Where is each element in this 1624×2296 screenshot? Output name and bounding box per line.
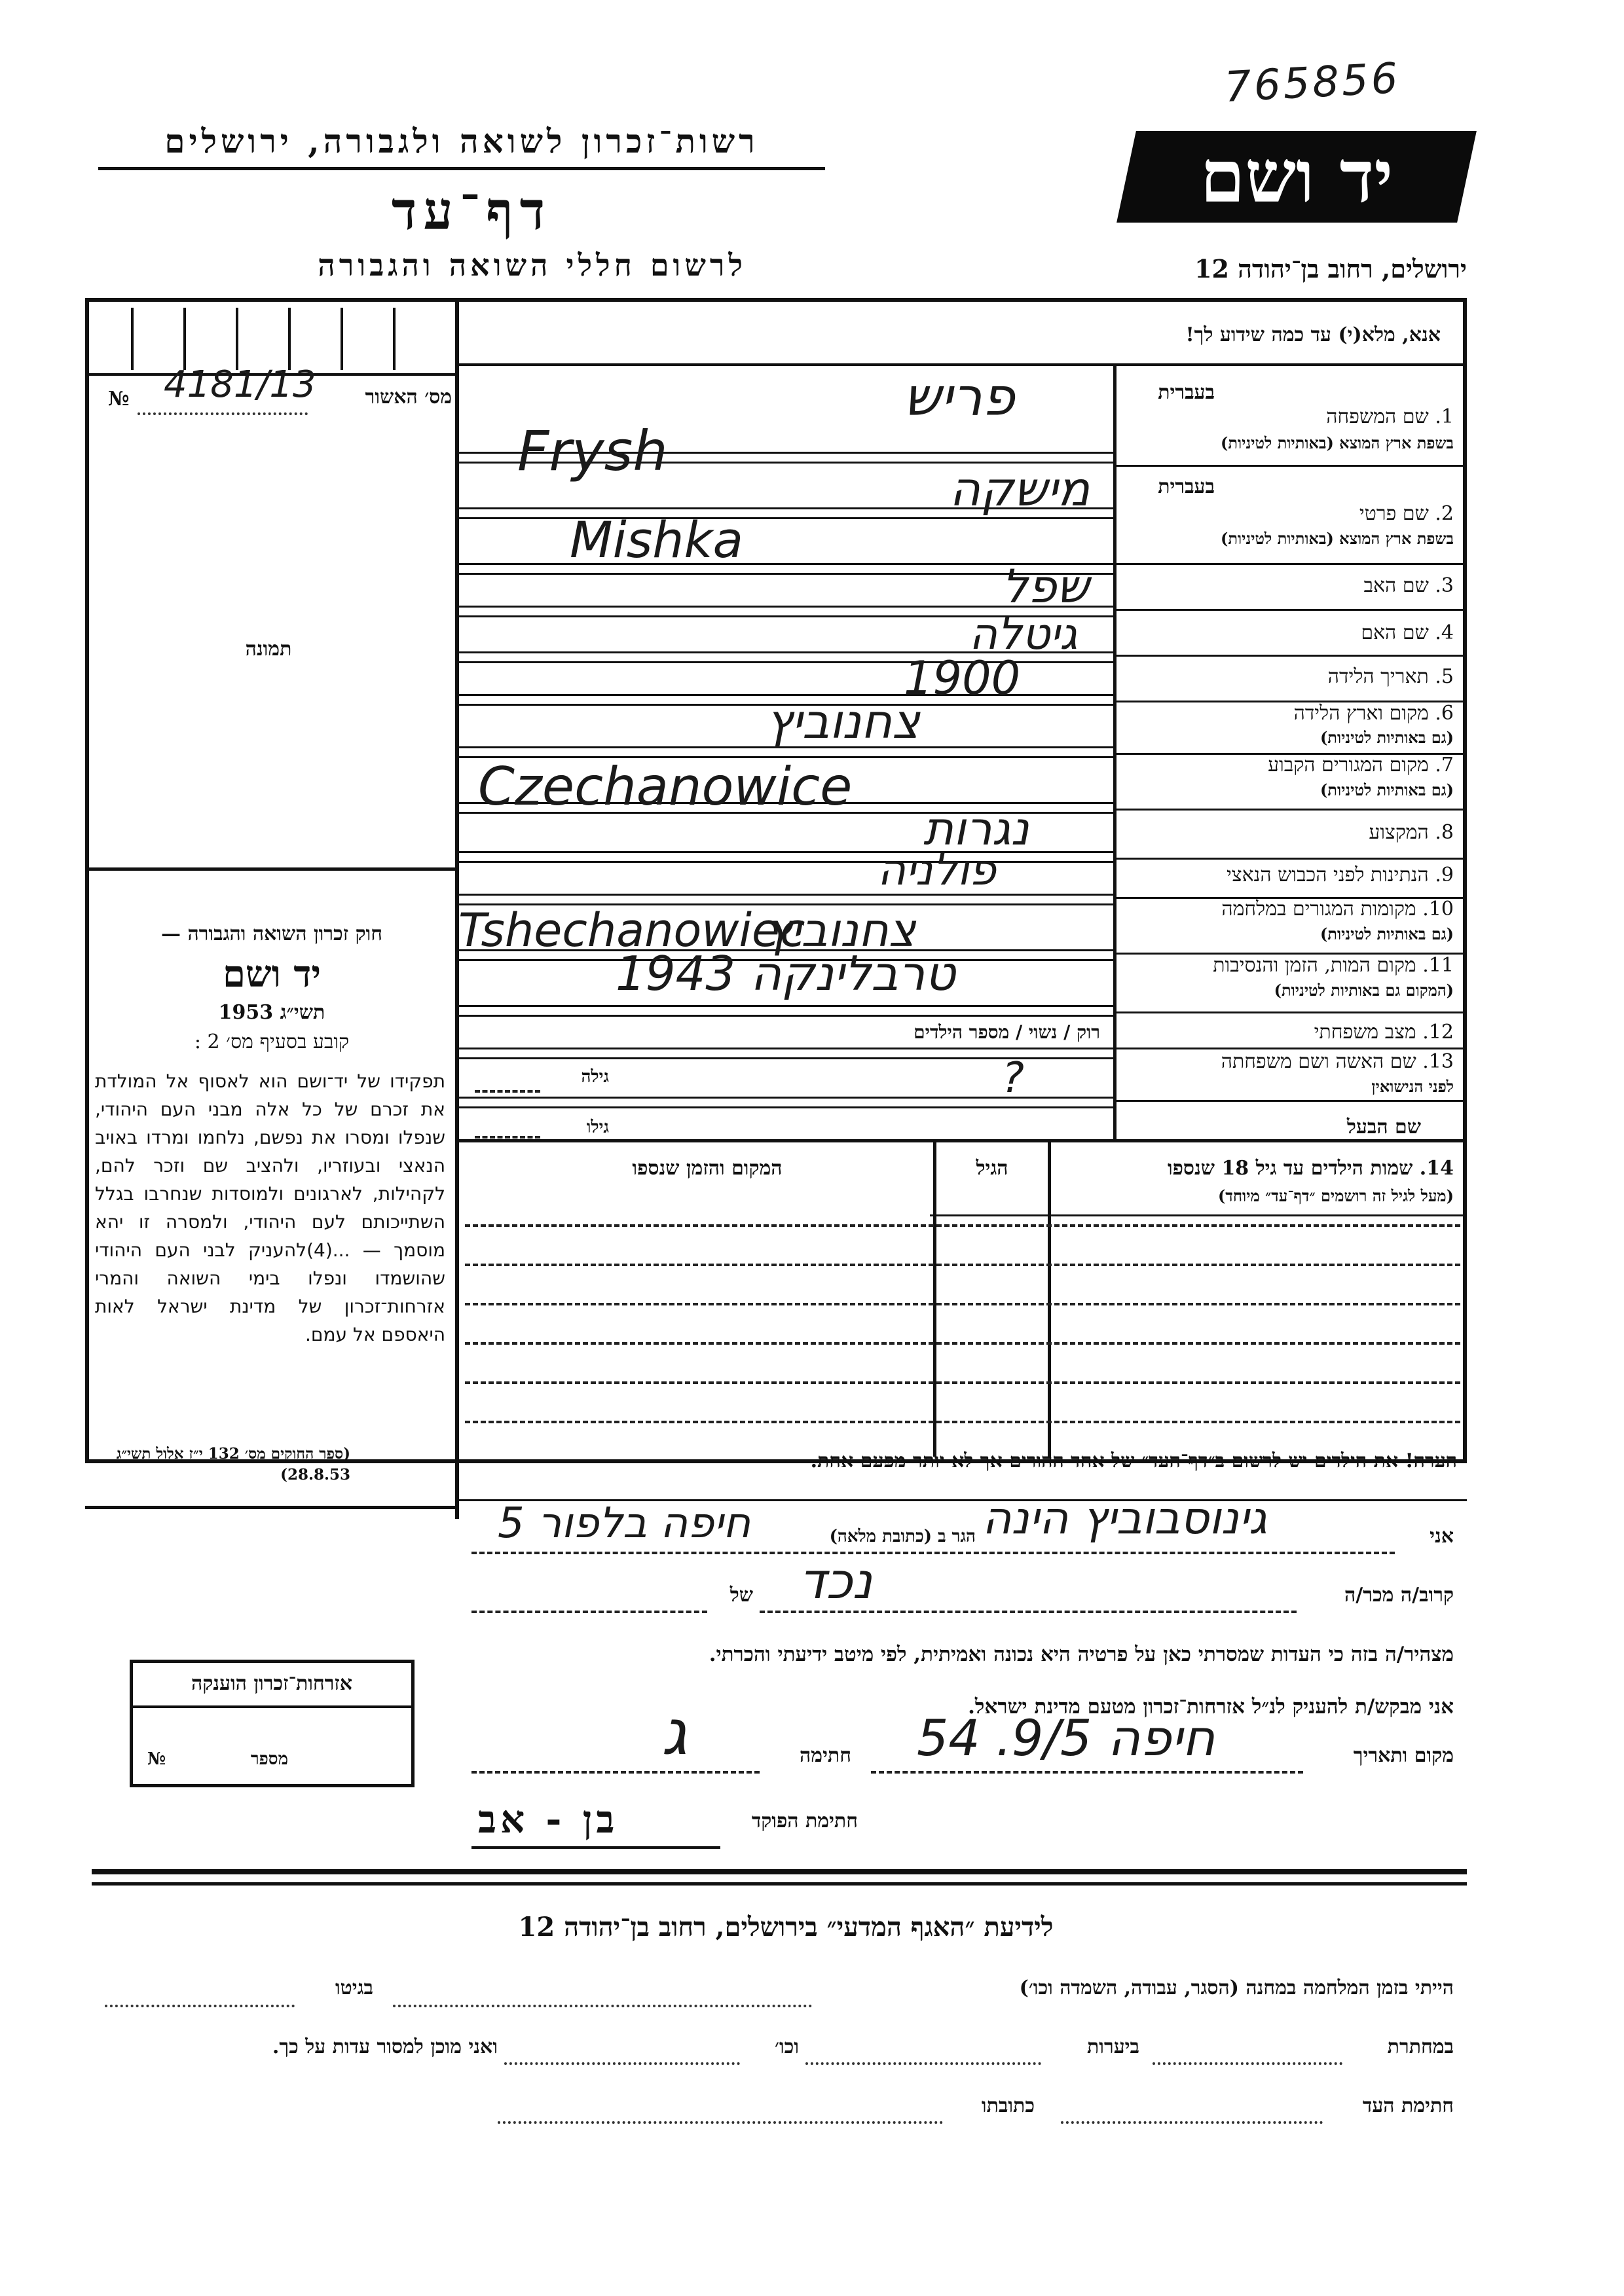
- decl-clerk-label: חתימת הפוקד: [751, 1810, 858, 1832]
- decl-relative-label: קרוב/ה מכר/ה: [1344, 1584, 1454, 1607]
- photo-label: תמונה: [245, 638, 292, 661]
- children-age-col: הגיל: [976, 1157, 1008, 1180]
- citizenship-box-number-label: מספר: [250, 1749, 288, 1769]
- husband-age-label: גילו: [586, 1118, 609, 1137]
- form-subtitle: לרשום חללי השואה והגבורה: [318, 247, 747, 283]
- field-10-text: מקומות המגורים במלחמה: [1221, 898, 1416, 920]
- value-mother: גיטלה: [969, 609, 1078, 659]
- field-8-num: 8.: [1435, 821, 1454, 844]
- field-10-num: 10.: [1422, 898, 1454, 920]
- address: ירושלים, רחוב בן־יהודה 12: [1194, 254, 1467, 283]
- value-wartime-latin: Tshechanowiec: [458, 903, 805, 957]
- field-13-sub: לפני הנישואין: [1371, 1077, 1454, 1096]
- field-12-label: [1120, 1021, 1454, 1044]
- value-death: טרבלינקה 1943: [616, 946, 956, 1001]
- law-text: תפקידו של יד־ושם הוא לאסוף אל המולדת את זכרם של כל אלה מבני העם היהודי, שנפלו ומסרו את נפשם, נלחמו ומרדו באויב הנאצי ובעוזריו, ולהציב שם וזכר להם, לקהילות, לארגונים ולמוסדות שנחרבו בגלל השתייכותם לעם היהודי, ולמסרה זו יהא מוסמך — ...(4)להעניק לבני העם היהודי שהושמדו ונפלו בימי השואה והמרי אזרחות־זכרון של מדינת ישראל לאות היאספם אל עמם.: [95, 1070, 445, 1345]
- field-4-text: שם האם: [1361, 621, 1429, 644]
- children-place-col: המקום והזמן שנספו: [632, 1157, 783, 1180]
- footer-line2-d: ואני מוכן למסור עדות על כך.: [272, 2035, 498, 2058]
- field-6-sub: (גם באותיות לטיניות): [1320, 728, 1454, 747]
- decl-relative-value: נכד: [799, 1552, 873, 1610]
- field-7-num: 7.: [1435, 754, 1454, 776]
- field-9-num: 9.: [1435, 864, 1454, 886]
- footer-line3-b: כתובתו: [981, 2094, 1035, 2117]
- field-4-num: 4.: [1435, 621, 1454, 644]
- value-surname-latin: Frysh: [517, 419, 668, 483]
- field-10-label: [1120, 898, 1454, 920]
- field-6-label: [1120, 702, 1454, 725]
- field-3-text: שם האב: [1363, 574, 1429, 597]
- decl-clerk-stamp: בן - אב: [478, 1797, 619, 1842]
- citizenship-box-number-symbol: №: [147, 1749, 166, 1769]
- marital-options: רוק / נשוי / מספר הילדים: [913, 1021, 1100, 1043]
- field-9-label: [1120, 864, 1454, 886]
- wife-age-label: גילה: [581, 1067, 609, 1087]
- husband-label: שם הבעל: [1346, 1116, 1421, 1139]
- field-6-num: 6.: [1435, 702, 1454, 725]
- value-birthplace: צחנוביץ: [766, 694, 920, 749]
- field-13-label: [1120, 1051, 1454, 1073]
- children-sub: (מעל לגיל זה רושמים ״דף־עד״ מיוחד): [1217, 1186, 1454, 1205]
- field-11-text: מקום המות, הזמן והנסיבות: [1213, 954, 1416, 977]
- field-11-num: 11.: [1422, 954, 1454, 977]
- archive-number: 765856: [1223, 54, 1402, 112]
- children-num: 14.: [1419, 1157, 1454, 1180]
- law-name: יד ושם: [222, 953, 322, 996]
- field-8-label: [1120, 822, 1454, 844]
- approval-number-symbol: №: [108, 388, 130, 410]
- decl-of-label: של: [729, 1584, 753, 1607]
- decl-signature-value: ג: [661, 1696, 688, 1769]
- citizenship-box-title: אזרחות־זכרון הוענקה: [191, 1672, 353, 1695]
- field-2-num-label: [1120, 503, 1454, 525]
- decl-ani: אני: [1430, 1525, 1454, 1548]
- field-1-num-label: [1120, 406, 1454, 428]
- law-reference: (ספר החוקים מס׳ 132 י״ז אלול תשי״ג 28.8.53): [116, 1445, 350, 1484]
- footer-line1-b: בגיטו: [335, 1977, 373, 1999]
- field-3-num: 3.: [1435, 574, 1454, 597]
- field-13-num: 13.: [1422, 1050, 1454, 1073]
- authority-title: רשות־זכרון לשואה ולגבורה, ירושלים: [164, 122, 759, 160]
- footer-line3-a: חתימת העד: [1362, 2094, 1454, 2117]
- field-13-text: שם האשה ושם משפחתה: [1221, 1050, 1416, 1073]
- field-8-text: המקצוע: [1369, 821, 1429, 844]
- decl-place-date-label: מקום ותאריך: [1353, 1744, 1454, 1767]
- decl-address-value: חיפה בלפור 5: [498, 1499, 751, 1548]
- footer-title: לידיעת ״האגף המדעי״ בירושלים, רחוב בן־יהודה 12: [518, 1912, 1054, 1942]
- instruction: אנא, מלא(י) עד כמה שידוע לך!: [1185, 323, 1441, 346]
- field-7-label: [1120, 754, 1454, 776]
- logo-text: יד ושם: [1200, 134, 1393, 219]
- value-wife: ?: [1002, 1054, 1024, 1102]
- note: הערה! את הילדים יש לרשום ב״דף־העד״ של אחד ההורים אך לא יותר מפעם אחת.: [810, 1449, 1457, 1472]
- footer-line2-a: במחתרת: [1387, 2035, 1454, 2058]
- value-firstname-latin: Mishka: [570, 511, 744, 569]
- value-nationality: פולניה: [877, 845, 997, 895]
- field-3-label: [1120, 575, 1454, 597]
- decl-statement: מצהיר/ה בזה כי העדות שמסרתי כאן על פרטיה היא נכונה ואמיתית, לפי מיטב ידיעתי והכרתי.: [709, 1643, 1454, 1666]
- law-clause: קובע בסעיף מס׳ 2 :: [194, 1030, 350, 1053]
- field-5-label: [1120, 666, 1454, 688]
- field-7-text: מקום המגורים הקבוע: [1268, 754, 1429, 776]
- field-12-num: 12.: [1422, 1021, 1454, 1044]
- field-5-text: תאריך הלידה: [1327, 665, 1429, 688]
- field-10-sub: (גם באותיות לטיניות): [1320, 924, 1454, 943]
- field-4-label: [1120, 622, 1454, 644]
- decl-request: אני מבקש/ת להעניק לנ״ל אזרחות־זכרון מטעם מדינת ישראל.: [968, 1695, 1454, 1719]
- value-firstname-he: מישקה: [950, 462, 1090, 517]
- field-2-sub: בשפת ארץ המוצא (באותיות לטיניות): [1221, 529, 1454, 548]
- footer-line1-a: הייתי בזמן המלחמה במחנה (הסגר, עבודה, השמדה וכו׳): [1019, 1977, 1454, 1999]
- decl-signature-label: חתימה: [800, 1744, 851, 1767]
- children-label-text: שמות הילדים עד גיל 18 שנספו: [1167, 1157, 1413, 1180]
- field-9-text: הנתינות לפני הכבוש הנאצי: [1227, 864, 1429, 886]
- value-profession: נגרות: [923, 802, 1029, 856]
- value-surname-he: פריש: [904, 367, 1015, 428]
- value-birthdate: 1900: [904, 651, 1021, 705]
- decl-resident-label: הגר ב (כתובת מלאה): [829, 1527, 976, 1546]
- field-6-text: מקום וארץ הלידה: [1293, 702, 1429, 725]
- law-year: תשי״ג 1953: [218, 1001, 325, 1024]
- field-1-lang: בעברית: [1158, 381, 1215, 404]
- field-12-text: מצב משפחתי: [1314, 1021, 1416, 1044]
- children-label: [1061, 1157, 1454, 1180]
- approval-number: 4181/13: [164, 363, 316, 406]
- value-father: שפל: [1002, 560, 1090, 613]
- field-2-num: 2.: [1435, 502, 1454, 525]
- field-2-label: שם פרטי: [1359, 502, 1429, 525]
- field-7-sub: (גם באותיות לטיניות): [1320, 780, 1454, 799]
- field-11-label: [1120, 955, 1454, 977]
- approval-label: מס׳ האשור: [365, 386, 452, 409]
- law-title: חוק זכרון השואה והגבורה —: [161, 922, 382, 945]
- decl-place-date-value: חיפה 9/5. 54: [917, 1709, 1215, 1767]
- field-1-sub: בשפת ארץ המוצא (באותיות לטיניות): [1221, 433, 1454, 452]
- value-residence: Czechanowice: [478, 756, 853, 817]
- footer-line2-c: וכו׳: [775, 2035, 799, 2058]
- field-5-num: 5.: [1435, 665, 1454, 688]
- field-1-num: 1.: [1435, 405, 1454, 428]
- field-11-sub: (המקום גם באותיות לטיניות): [1274, 981, 1454, 1000]
- form-title: דף־עד: [391, 180, 552, 242]
- value-wartime-he: צחנוביץ: [766, 903, 916, 957]
- field-2-lang: בעברית: [1158, 475, 1215, 498]
- decl-name-value: גינוסבוביץ הינה: [982, 1493, 1268, 1544]
- footer-line2-b: ביערות: [1086, 2035, 1139, 2058]
- field-1-label: שם המשפחה: [1326, 405, 1429, 428]
